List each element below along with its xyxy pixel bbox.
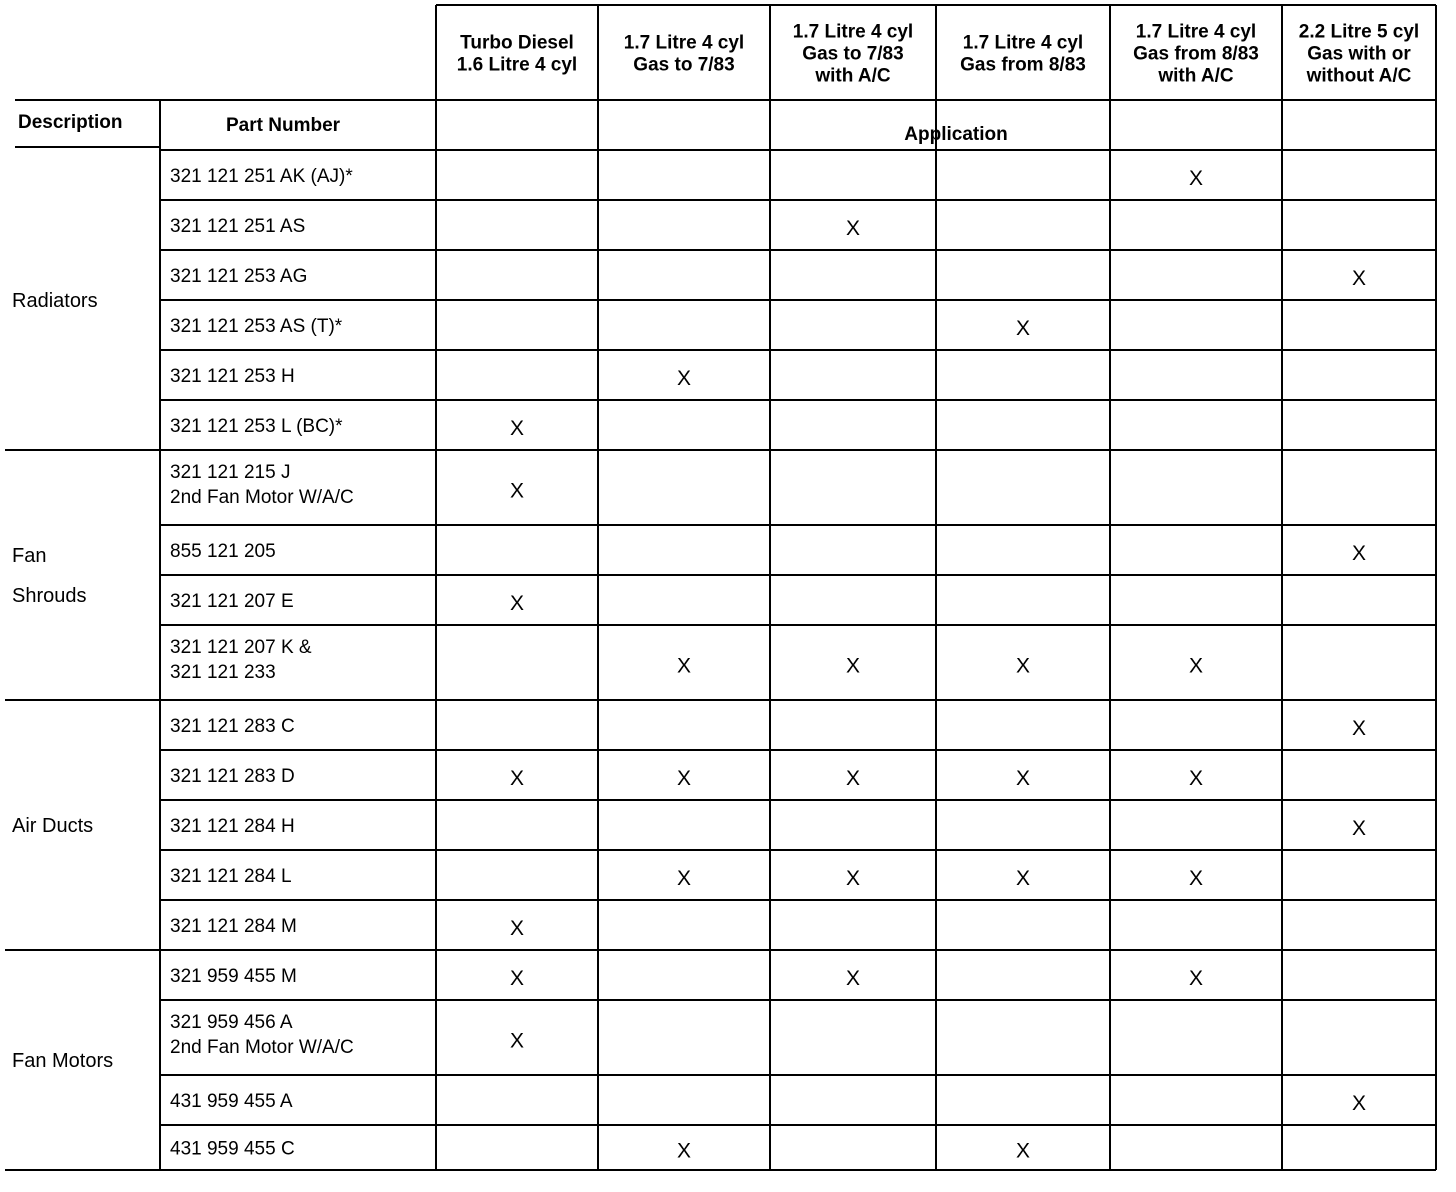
- application-header-line: 1.7 Litre 4 cyl: [623, 32, 745, 54]
- application-mark: X: [509, 967, 525, 990]
- application-header-line: 1.7 Litre 4 cyl: [1135, 21, 1257, 43]
- application-mark: X: [1351, 717, 1367, 740]
- application-mark: X: [1015, 867, 1031, 890]
- application-header-line: Gas from 8/83: [960, 54, 1086, 76]
- part-number: 321 121 253 AS (T)*: [170, 316, 343, 337]
- description-labels: [12, 290, 113, 1072]
- application-mark: X: [509, 1029, 525, 1053]
- part-number: 2nd Fan Motor W/A/C: [170, 487, 354, 508]
- application-header-line: with A/C: [1158, 65, 1234, 87]
- part-number: 321 121 283 D: [170, 766, 295, 787]
- part-number: 321 121 207 E: [170, 591, 294, 612]
- application-mark: X: [509, 479, 525, 503]
- application-mark: X: [1188, 767, 1204, 790]
- application-mark: X: [509, 592, 525, 615]
- application-marks: [510, 167, 1366, 1163]
- part-number-column-header: Part Number: [226, 115, 341, 136]
- application-mark: X: [1188, 167, 1204, 190]
- application-mark: X: [676, 767, 692, 790]
- application-mark: X: [845, 967, 861, 990]
- application-header-line: 2.2 Litre 5 cyl: [1298, 21, 1420, 43]
- application-header: Application: [904, 124, 1008, 145]
- description-label: Radiators: [12, 290, 98, 312]
- application-mark: X: [1351, 817, 1367, 840]
- application-header-line: 1.7 Litre 4 cyl: [792, 21, 914, 43]
- application-mark: X: [676, 1139, 692, 1163]
- part-number: 321 121 284 M: [170, 916, 297, 937]
- application-header-line: Gas to 7/83: [802, 43, 904, 65]
- part-number: 321 121 283 C: [170, 716, 295, 737]
- part-number: 321 121 233: [170, 662, 276, 683]
- application-mark: X: [509, 767, 525, 790]
- application-header-line: Turbo Diesel: [460, 32, 574, 54]
- part-number: 321 121 207 K &: [170, 637, 312, 658]
- application-column-headers: [457, 22, 1419, 87]
- part-number: 321 121 253 L (BC)*: [170, 416, 343, 437]
- part-number: 855 121 205: [170, 541, 276, 562]
- application-mark: X: [845, 217, 861, 240]
- part-number: 321 959 456 A: [170, 1012, 293, 1033]
- description-column-header: Description: [18, 112, 123, 133]
- application-mark: X: [1015, 767, 1031, 790]
- part-number: 321 121 251 AS: [170, 216, 306, 237]
- part-number: 321 121 215 J: [170, 462, 291, 483]
- application-mark: X: [845, 867, 861, 890]
- application-header-line: Gas from 8/83: [1133, 43, 1259, 65]
- application-mark: X: [1188, 967, 1204, 990]
- application-mark: X: [1351, 267, 1367, 290]
- part-number: 321 121 251 AK (AJ)*: [170, 166, 353, 187]
- application-mark: X: [676, 367, 692, 390]
- application-mark: X: [509, 417, 525, 440]
- application-mark: X: [1015, 654, 1031, 678]
- application-mark: X: [509, 917, 525, 940]
- part-number: 321 121 284 H: [170, 816, 295, 837]
- part-number: 321 959 455 M: [170, 966, 297, 987]
- application-mark: X: [676, 867, 692, 890]
- description-label: Fan: [12, 545, 47, 567]
- application-mark: X: [1015, 317, 1031, 340]
- description-label: Fan Motors: [12, 1050, 114, 1072]
- part-number: 431 959 455 A: [170, 1091, 293, 1112]
- part-number: 321 121 253 H: [170, 366, 295, 387]
- application-header-line: with A/C: [815, 65, 891, 87]
- part-number: 2nd Fan Motor W/A/C: [170, 1037, 354, 1058]
- application-mark: X: [1351, 542, 1367, 565]
- application-mark: X: [1351, 1092, 1367, 1115]
- part-number: 321 121 284 L: [170, 866, 292, 887]
- application-mark: X: [845, 654, 861, 678]
- application-mark: X: [676, 654, 692, 678]
- application-mark: X: [1015, 1139, 1031, 1163]
- description-label: Air Ducts: [12, 815, 94, 837]
- part-number: 321 121 253 AG: [170, 266, 308, 287]
- application-header-line: Gas with or: [1307, 43, 1411, 65]
- part-number-cells: [170, 166, 354, 1160]
- application-mark: X: [1188, 867, 1204, 890]
- application-header-line: 1.7 Litre 4 cyl: [962, 32, 1084, 54]
- application-mark: X: [1188, 654, 1204, 678]
- application-header-line: Gas to 7/83: [633, 54, 735, 76]
- application-header-line: without A/C: [1306, 65, 1412, 87]
- application-mark: X: [845, 767, 861, 790]
- part-number: 431 959 455 C: [170, 1138, 295, 1160]
- description-label: Shrouds: [12, 585, 87, 607]
- application-header-line: 1.6 Litre 4 cyl: [456, 54, 578, 76]
